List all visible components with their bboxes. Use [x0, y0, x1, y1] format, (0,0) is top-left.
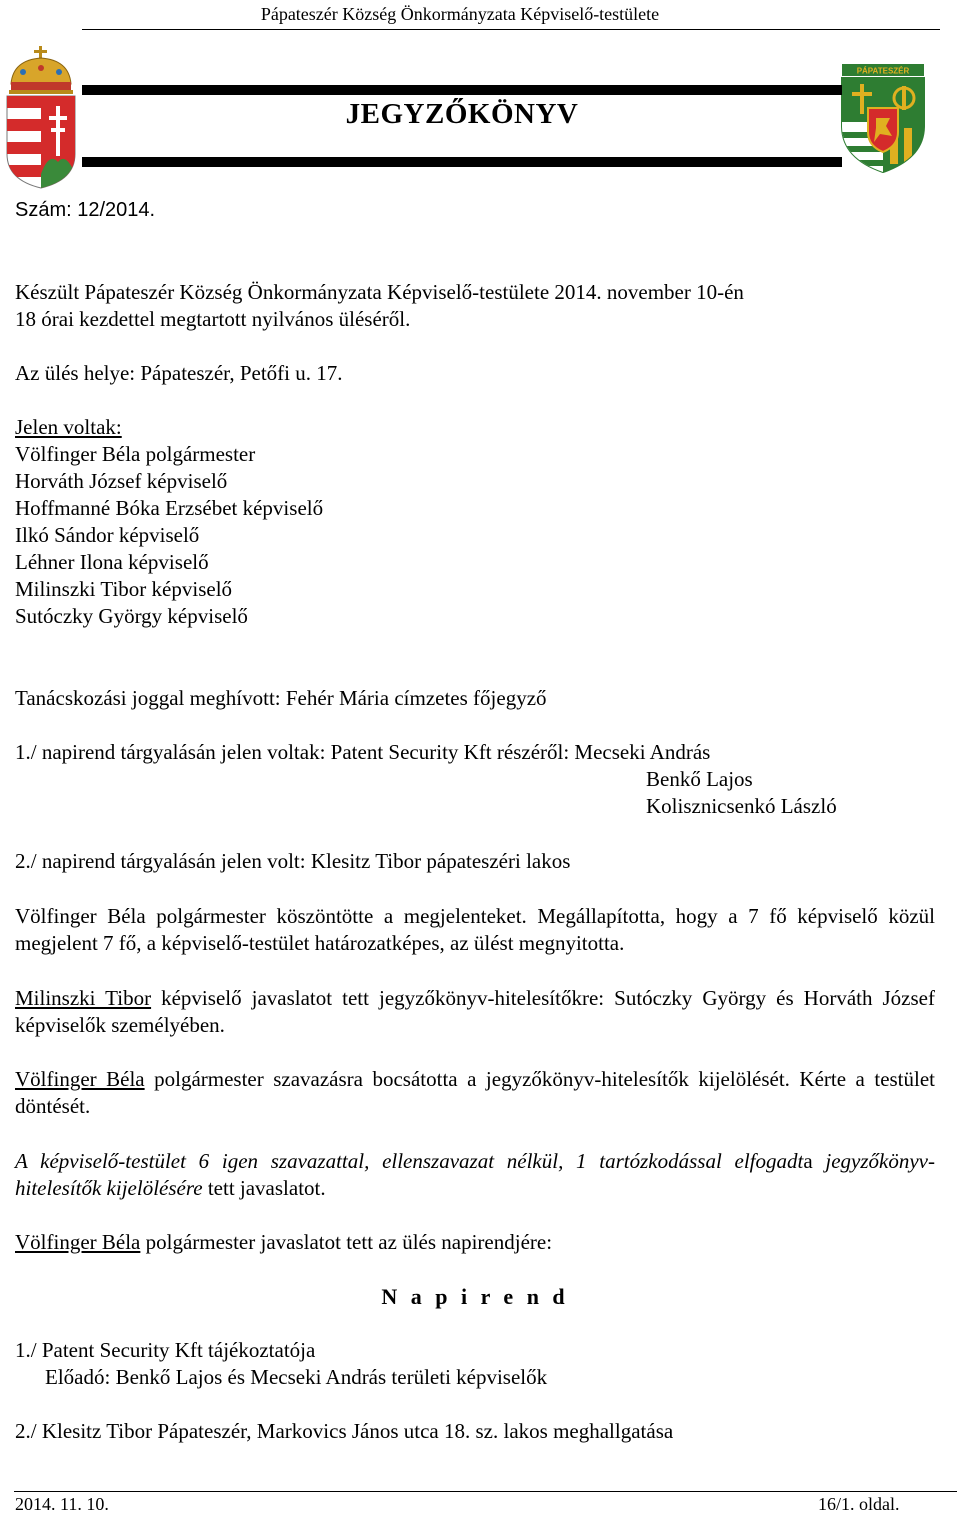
- agenda-item-title: 1./ Patent Security Kft tájékoztatója: [15, 1338, 316, 1362]
- svg-text:PÁPATESZÉR: PÁPATESZÉR: [856, 66, 910, 76]
- resolution-italic-1: A képviselő-testület 6 igen szavazattal, ellenszavazat nélkül, 1 tartózkodással elfogadt: [15, 1149, 804, 1173]
- attendee-item: Hoffmanné Bóka Erzsébet képviselő: [15, 496, 324, 520]
- running-header: Pápateszér Község Önkormányzata Képviselő-testülete: [260, 4, 660, 24]
- hungarian-coat-of-arms-icon: [3, 44, 79, 190]
- attendee-item: Völfinger Béla polgármester: [15, 442, 256, 466]
- agenda2-present-line: 2./ napirend tárgyalásán jelen volt: Klesitz Tibor pápateszéri lakos: [15, 849, 571, 873]
- resolution-plain-1: a: [803, 1149, 826, 1173]
- document-title: JEGYZŐKÖNYV: [345, 98, 579, 130]
- vote-call-paragraph: [15, 1066, 935, 1120]
- attendee-item: Milinszki Tibor képviselő: [15, 577, 233, 601]
- intro-line-2: 18 órai kezdettel megtartott nyilvános üléséről.: [15, 307, 411, 331]
- agenda1-present-extra: Kolisznicsenkó László: [646, 794, 837, 818]
- proposal-text: képviselő javaslatot tett jegyzőkönyv-hitelesítőkre: Sutóczky György és Horváth József képviselők személyében.: [15, 986, 935, 1037]
- meeting-venue: Az ülés helye: Pápateszér, Petőfi u. 17.: [15, 361, 343, 385]
- attendees-heading: Jelen voltak:: [15, 415, 122, 439]
- attendee-item: Ilkó Sándor képviselő: [15, 523, 200, 547]
- mayor-name: Völfinger Béla: [15, 1230, 141, 1254]
- proposer-name: Milinszki Tibor: [15, 986, 152, 1010]
- footer-rule: [14, 1491, 957, 1492]
- footer-date: 2014. 11. 10.: [15, 1494, 109, 1514]
- resolution-italic-2: jegyzőkönyv-hitelesítők kijelölésére: [15, 1149, 935, 1200]
- papateszer-coat-of-arms-icon: [838, 62, 928, 174]
- resolution-plain-2: tett javaslatot.: [202, 1176, 326, 1200]
- header-rule: [82, 29, 940, 30]
- opening-paragraph: Völfinger Béla polgármester köszöntötte a megjelenteket. Megállapította, hogy a 7 fő képviselő közül megjelent 7 fő, a képviselő-testület határozatképes, az ülést megnyitotta.: [15, 904, 935, 955]
- agenda-heading: N a p i r e n d: [381, 1284, 569, 1309]
- attendee-item: Léhner Ilona képviselő: [15, 550, 209, 574]
- vote-call-text: polgármester szavazásra bocsátotta a jegyzőkönyv-hitelesítők kijelölését. Kérte a testület döntését.: [15, 1067, 936, 1118]
- agenda-intro: [15, 1230, 552, 1255]
- attendee-item: Sutóczky György képviselő: [15, 604, 248, 628]
- agenda1-present-line: 1./ napirend tárgyalásán jelen voltak: Patent Security Kft részéről: Mecseki András: [15, 740, 711, 764]
- mayor-name: Völfinger Béla: [15, 1067, 145, 1091]
- agenda-intro-text: polgármester javaslatot tett az ülés napirendjére:: [140, 1230, 553, 1254]
- document-number: Szám: 12/2014.: [15, 199, 156, 221]
- agenda-item-presenter: Előadó: Benkő Lajos és Mecseki András területi képviselők: [45, 1365, 548, 1389]
- intro-line-1: Készült Pápateszér Község Önkormányzata Képviselő-testülete 2014. november 10-én: [15, 280, 744, 304]
- title-band-bottom: [82, 157, 842, 167]
- agenda-item-title: 2./ Klesitz Tibor Pápateszér, Markovics János utca 18. sz. lakos meghallgatása: [15, 1419, 674, 1443]
- proposal-paragraph: [15, 985, 935, 1039]
- attendee-item: Horváth József képviselő: [15, 469, 228, 493]
- resolution-paragraph: [15, 1148, 935, 1202]
- footer-page-number: 16/1. oldal.: [818, 1494, 900, 1514]
- advisory-invitee: Tanácskozási joggal meghívott: Fehér Mária címzetes főjegyző: [15, 686, 547, 710]
- agenda1-present-extra: Benkő Lajos: [646, 767, 753, 791]
- title-band-top: [82, 85, 842, 95]
